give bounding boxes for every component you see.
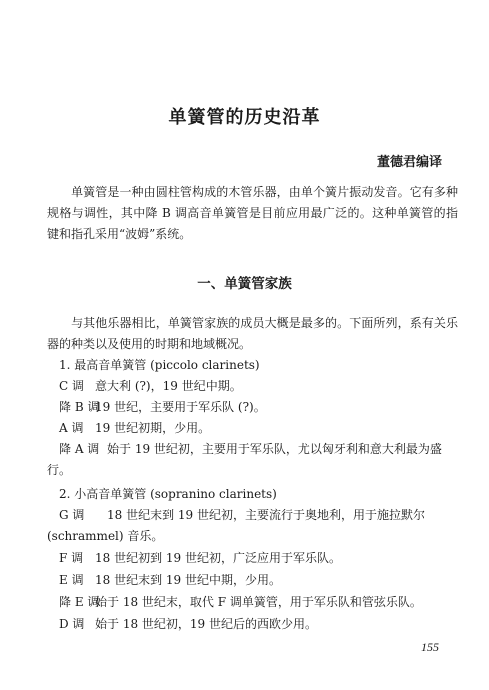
- intro-paragraph: [47, 182, 458, 245]
- list-item: [47, 505, 458, 547]
- entry-text: 始于 19 世纪初，主要用于军乐队，尤以匈牙利和意大利最为盛行。: [47, 442, 442, 477]
- entry-key: F 调: [59, 551, 84, 565]
- entry-text: 19 世纪初期，少用。: [95, 421, 211, 435]
- entry-text: 始于 18 世纪末，取代 F 调单簧管，用于军乐队和管弦乐队。: [95, 595, 422, 609]
- article-title: 单簧管的历史沿革: [168, 107, 321, 128]
- entry-key: 降 A 调: [59, 442, 100, 456]
- list-item: [47, 439, 458, 481]
- list-item: [47, 548, 458, 569]
- entry-key: C 调: [59, 379, 84, 393]
- group-heading-piccolo: 1. 最高音单簧管 (piccolo clarinets): [59, 358, 260, 372]
- entry-text: 18 世纪末到 19 世纪中期，少用。: [95, 573, 281, 587]
- entry-key: G 调: [59, 508, 85, 522]
- list-item: [47, 376, 458, 397]
- list-item: [47, 592, 458, 613]
- entry-key: 降 E 调: [59, 595, 100, 609]
- entry-key: 降 B 调: [59, 400, 100, 414]
- section-intro-paragraph: [47, 313, 458, 355]
- list-item: [47, 418, 458, 439]
- section-heading: 一、单簧管家族: [197, 276, 292, 292]
- entry-text: 意大利 (?)，19 世纪中期。: [95, 379, 242, 393]
- group-heading-sopranino: 2. 小高音单簧管 (sopranino clarinets): [59, 487, 277, 501]
- entry-text: 始于 18 世纪初，19 世纪后的西欧少用。: [95, 617, 317, 631]
- entry-key: A 调: [59, 421, 84, 435]
- list-item: [47, 570, 458, 591]
- intro-text: 单簧管是一种由圆柱管构成的木管乐器，由单个簧片振动发音。它有多种规格与调性，其中降 B 调高音单簧管是目前应用最广泛的。这种单簧管的指键和指孔采用“波姆”系统。: [47, 185, 458, 241]
- page-number: 155: [421, 640, 439, 654]
- entry-text: 19 世纪，主要用于军乐队 (?)。: [95, 400, 266, 414]
- entry-key: D 调: [59, 617, 85, 631]
- list-item: [47, 614, 458, 635]
- section-intro-text: 与其他乐器相比，单簧管家族的成员大概是最多的。下面所列，系有关乐器的种类以及使用的时期和地域概况。: [47, 316, 458, 351]
- list-item: [47, 397, 458, 418]
- author-credit: 董德君编译: [376, 155, 442, 170]
- entry-text: 18 世纪初到 19 世纪初，广泛应用于军乐队。: [95, 551, 341, 565]
- entry-key: E 调: [59, 573, 84, 587]
- entry-text: 18 世纪末到 19 世纪初，主要流行于奥地利，用于施拉默尔 (schrammel) 音乐。: [47, 508, 425, 543]
